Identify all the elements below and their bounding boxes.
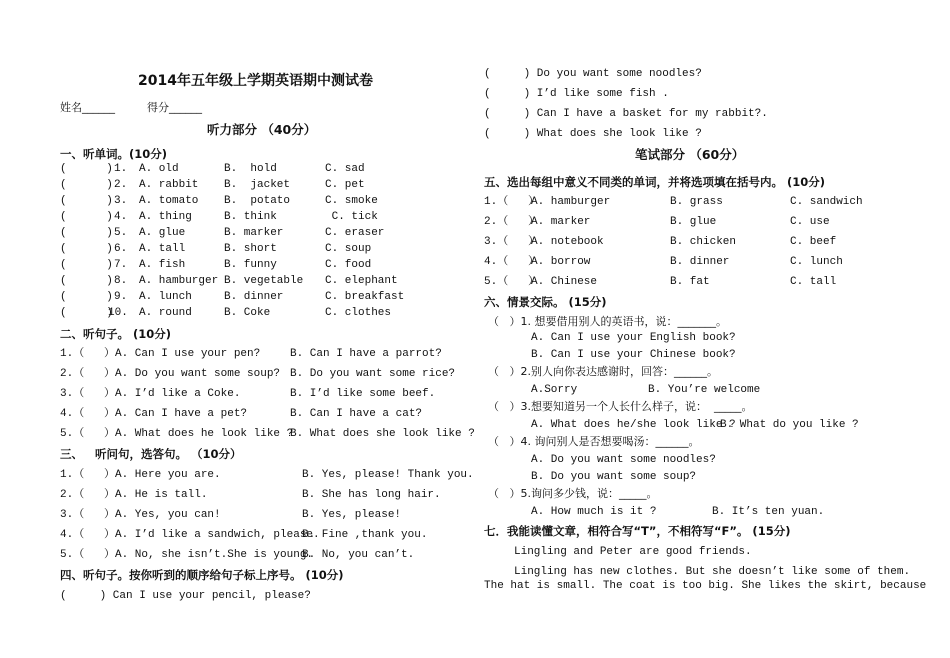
option-c: C. food bbox=[325, 259, 372, 271]
s6-q5-option-b: B. It’s ten yuan. bbox=[712, 506, 825, 518]
section-3-title: 三、 听问句，选答句。 （10分） bbox=[60, 447, 242, 461]
question-option-a: 4.（ ）A. I’d like a sandwich, please. bbox=[60, 529, 320, 541]
question-option-a: 1.（ ）A. Can I use your pen? bbox=[60, 348, 261, 360]
section-5-title: 五、选出每组中意义不同类的单词，并将选项填在括号内。 (10分) bbox=[484, 175, 826, 189]
question-number: 1. bbox=[114, 163, 128, 175]
question-number: 4. bbox=[114, 211, 128, 223]
option-c: C. tall bbox=[790, 276, 837, 288]
passage-line-2: Lingling has new clothes. But she doesn’t like some of them. bbox=[514, 566, 911, 578]
question-option-a: 4.（ ）A. Can I have a pet? bbox=[60, 408, 248, 420]
option-a: A. hamburger bbox=[139, 275, 219, 287]
question-number: 2.（ ） bbox=[484, 216, 540, 228]
option-b: B. Yes, please! bbox=[302, 509, 402, 521]
option-c: C. elephant bbox=[325, 275, 398, 287]
answer-bracket: ( ) bbox=[60, 211, 113, 223]
passage-line-3: The hat is small. The coat is too big. She likes the skirt, because bbox=[484, 580, 927, 592]
option-b: B. vegetable bbox=[224, 275, 304, 287]
s6-q3-option-b: B. What do you like ? bbox=[720, 419, 859, 431]
section-2-title: 二、听句子。 (10分) bbox=[60, 327, 172, 341]
section-7-title: 七．我能读懂文章，相符合写“T”，不相符写“F”。 (15分) bbox=[484, 524, 791, 538]
option-a: A. round bbox=[139, 307, 192, 319]
option-c: C. breakfast bbox=[325, 291, 405, 303]
question-number: 5. bbox=[114, 227, 128, 239]
option-a: A. old bbox=[139, 163, 179, 175]
ordering-item: ( ) I’d like some fish . bbox=[484, 88, 669, 100]
option-b: B. I’d like some beef. bbox=[290, 388, 436, 400]
option-b: B. What does she look like ? bbox=[290, 428, 475, 440]
option-b: B. marker bbox=[224, 227, 284, 239]
option-a: A. Chinese bbox=[531, 276, 598, 288]
s6-q4-option-b: B. Do you want some soup? bbox=[531, 471, 697, 483]
option-b: B. think bbox=[224, 211, 277, 223]
option-b: B. short bbox=[224, 243, 277, 255]
answer-bracket: ( ) bbox=[60, 163, 113, 175]
option-a: A. fish bbox=[139, 259, 186, 271]
writing-part-title: 笔试部分 （60分） bbox=[635, 147, 745, 162]
question-number: 8. bbox=[114, 275, 128, 287]
ordering-item: ( ) Do you want some noodles? bbox=[484, 68, 702, 80]
s6-q1: （ ）1. 想要借用别人的英语书，说：_______。 bbox=[488, 315, 727, 328]
option-a: A. tall bbox=[139, 243, 186, 255]
option-b: B. dinner bbox=[670, 256, 730, 268]
s6-q1-option-b: B. Can I use your Chinese book? bbox=[531, 349, 736, 361]
option-b: B. Do you want some rice? bbox=[290, 368, 456, 380]
option-b: B. Yes, please! Thank you. bbox=[302, 469, 474, 481]
question-option-a: 2.（ ）A. He is tall. bbox=[60, 489, 208, 501]
question-number: 3. bbox=[114, 195, 128, 207]
section-1-title: 一、听单词。(10分) bbox=[60, 147, 168, 161]
option-b: B. Can I have a parrot? bbox=[290, 348, 442, 360]
s6-q3: （ ）3.想要知道另一个人长什么样子，说： _____。 bbox=[488, 400, 753, 413]
s6-q1-option-a: A. Can I use your English book? bbox=[531, 332, 736, 344]
question-number: 10. bbox=[108, 307, 128, 319]
question-option-a: 3.（ ）A. I’d like a Coke. bbox=[60, 388, 241, 400]
option-a: A. glue bbox=[139, 227, 186, 239]
question-number: 5.（ ） bbox=[484, 276, 540, 288]
option-c: C. eraser bbox=[325, 227, 385, 239]
option-b: B. She has long hair. bbox=[302, 489, 441, 501]
option-a: A. borrow bbox=[531, 256, 591, 268]
s6-q2: （ ）2.别人向你表达感谢时，回答：______。 bbox=[488, 365, 718, 378]
listening-part-title: 听力部分 （40分） bbox=[207, 122, 317, 137]
question-option-a: 1.（ ）A. Here you are. bbox=[60, 469, 221, 481]
option-c: C. smoke bbox=[325, 195, 378, 207]
option-a: A. marker bbox=[531, 216, 591, 228]
option-b: B. hold bbox=[224, 163, 277, 175]
option-c: C. tick bbox=[325, 211, 378, 223]
name-field-label: 姓名______ bbox=[60, 101, 115, 114]
s6-q2-option-a: A.Sorry bbox=[531, 384, 578, 396]
option-b: B. Can I have a cat? bbox=[290, 408, 423, 420]
option-c: C. pet bbox=[325, 179, 365, 191]
answer-bracket: ( ) bbox=[60, 259, 113, 271]
option-a: A. hamburger bbox=[531, 196, 611, 208]
question-number: 4.（ ） bbox=[484, 256, 540, 268]
option-b: B. Coke bbox=[224, 307, 271, 319]
answer-bracket: ( ) bbox=[60, 275, 113, 287]
score-field-label: 得分______ bbox=[147, 101, 202, 114]
option-b: B. glue bbox=[670, 216, 717, 228]
option-a: A. thing bbox=[139, 211, 192, 223]
answer-bracket: ( ) bbox=[60, 195, 113, 207]
option-b: B. funny bbox=[224, 259, 277, 271]
passage-line-1: Lingling and Peter are good friends. bbox=[514, 546, 752, 558]
answer-bracket: ( ) bbox=[60, 291, 113, 303]
option-b: B. jacket bbox=[224, 179, 291, 191]
option-b: B. potato bbox=[224, 195, 291, 207]
answer-bracket: ( ) bbox=[60, 307, 113, 319]
question-option-a: 3.（ ）A. Yes, you can! bbox=[60, 509, 221, 521]
option-a: A. lunch bbox=[139, 291, 192, 303]
ordering-item: ( ) Can I use your pencil, please? bbox=[60, 590, 311, 602]
option-c: C. lunch bbox=[790, 256, 843, 268]
option-c: C. soup bbox=[325, 243, 372, 255]
option-c: C. use bbox=[790, 216, 830, 228]
s6-q5-option-a: A. How much is it ? bbox=[531, 506, 657, 518]
question-option-a: 2.（ ）A. Do you want some soup? bbox=[60, 368, 281, 380]
s6-q4-option-a: A. Do you want some noodles? bbox=[531, 454, 716, 466]
s6-q5: （ ）5.询问多少钱，说：_____。 bbox=[488, 487, 658, 500]
question-number: 6. bbox=[114, 243, 128, 255]
question-number: 3.（ ） bbox=[484, 236, 540, 248]
question-option-a: 5.（ ）A. No, she isn’t.She is young. bbox=[60, 549, 314, 561]
exam-title: 2014年五年级上学期英语期中测试卷 bbox=[138, 73, 373, 89]
section-4-title: 四、听句子。按你听到的顺序给句子标上序号。 (10分) bbox=[60, 568, 344, 582]
option-b: B. fat bbox=[670, 276, 710, 288]
question-number: 9. bbox=[114, 291, 128, 303]
option-c: C. beef bbox=[790, 236, 837, 248]
option-b: B. chicken bbox=[670, 236, 737, 248]
s6-q2-option-b: B. You’re welcome bbox=[648, 384, 761, 396]
question-number: 1.（ ） bbox=[484, 196, 540, 208]
ordering-item: ( ) What does she look like ? bbox=[484, 128, 702, 140]
option-a: A. tomato bbox=[139, 195, 199, 207]
answer-bracket: ( ) bbox=[60, 227, 113, 239]
s6-q3-option-a: A. What does he/she look like ? bbox=[531, 419, 736, 431]
option-c: C. sandwich bbox=[790, 196, 863, 208]
answer-bracket: ( ) bbox=[60, 179, 113, 191]
option-c: C. clothes bbox=[325, 307, 392, 319]
ordering-item: ( ) Can I have a basket for my rabbit?. bbox=[484, 108, 768, 120]
option-b: B. dinner bbox=[224, 291, 284, 303]
option-b: B. No, you can’t. bbox=[302, 549, 415, 561]
option-b: B. grass bbox=[670, 196, 723, 208]
s6-q4: （ ）4. 询问别人是否想要喝汤：______。 bbox=[488, 435, 700, 448]
question-number: 2. bbox=[114, 179, 128, 191]
option-c: C. sad bbox=[325, 163, 365, 175]
section-6-title: 六、情景交际。 (15分) bbox=[484, 295, 607, 309]
option-a: A. rabbit bbox=[139, 179, 199, 191]
question-option-a: 5.（ ）A. What does he look like ? bbox=[60, 428, 294, 440]
option-a: A. notebook bbox=[531, 236, 604, 248]
answer-bracket: ( ) bbox=[60, 243, 113, 255]
option-b: B. Fine ,thank you. bbox=[302, 529, 428, 541]
question-number: 7. bbox=[114, 259, 128, 271]
